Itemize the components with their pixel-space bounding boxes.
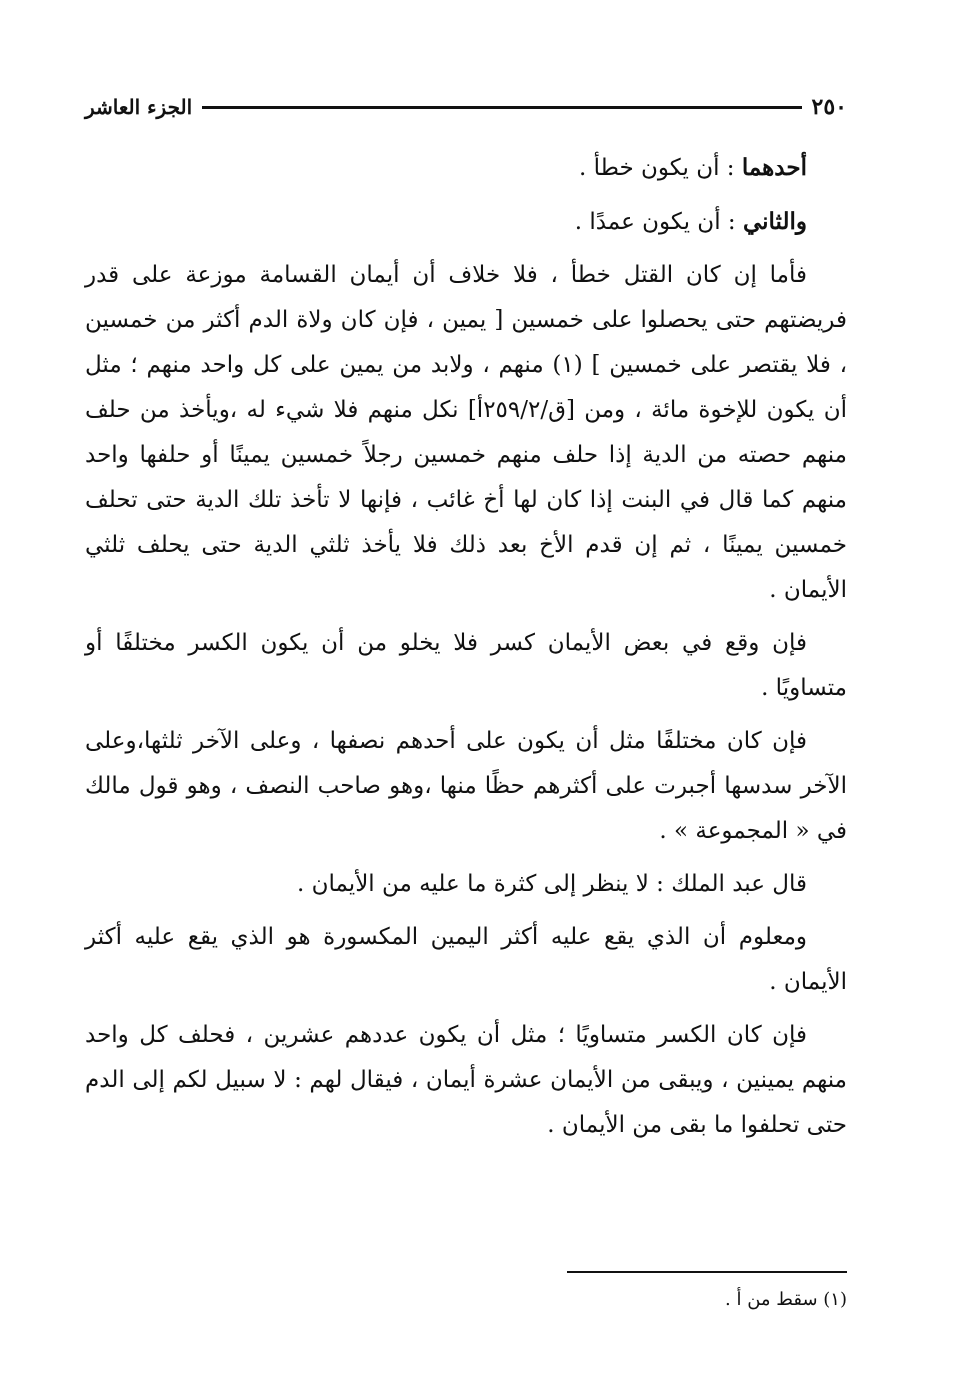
footnote: (١) سقط من أ . bbox=[725, 1289, 847, 1310]
running-title: الجزء العاشر bbox=[85, 95, 193, 119]
paragraph: ومعلوم أن الذي يقع عليه أكثر اليمين المكسورة هو الذي يقع عليه أكثر الأيمان . bbox=[85, 924, 847, 995]
item-text: : أن يكون خطأ . bbox=[579, 155, 742, 181]
paragraph: فإن كان الكسر متساويًا ؛ مثل أن يكون عددهم عشرين ، فحلف كل واحد منهم يمينين ، ويبقى من الأيمان عشرة أيمان ، فيقال لهم : لا سبيل لكم إلى الدم حتى تحلفوا ما بقى من الأيمان . bbox=[85, 1022, 847, 1138]
list-item bbox=[85, 145, 847, 191]
item-term: أحدهما bbox=[741, 154, 807, 181]
list-item bbox=[85, 199, 847, 245]
item-text: : أن يكون عمدًا . bbox=[574, 209, 743, 235]
paragraph: فأما إن كان القتل خطأ ، فلا خلاف أن أيمان القسامة موزعة على قدر فريضتهم حتى يحصلوا على خمسين [ يمين ، فإن كان ولاة الدم أكثر من خمسين ، فلا يقتصر على خمسين ] (١) منهم ، ولابد من يمين على كل واحد منهم ؛ مثل أن يكون للإخوة مائة ، ومن [ق/٢٥٩/٢أ] نكل منهم فلا شيء له ،ويأخذ من حلف منهم حصته من الدية إذا حلف منهم خمسين رجلاً خمسين يمينًا أو حلفها واحد منهم كما قال في البنت إذا كان لها أخ غائب ، فإنها لا تأخذ تلك الدية حتى تحلف خمسين يمينًا ، ثم إن قدم الأخ بعد ذلك فلا يأخذ ثلثي الدية حتى يحلف ثلثي الأيمان . bbox=[85, 262, 848, 603]
paragraph: فإن كان مختلفًا مثل أن يكون على أحدهم نصفها ، وعلى الآخر ثلثها،وعلى الآخر سدسها أجبرت على أكثرهم حظًا منها ،وهو صاحب النصف ، وهو قول مالك في « المجموعة » . bbox=[85, 728, 847, 844]
page-header bbox=[85, 92, 847, 122]
paragraph: قال عبد الملك : لا ينظر إلى كثرة ما عليه من الأيمان . bbox=[296, 871, 807, 897]
header-rule bbox=[202, 106, 801, 109]
item-term: والثاني bbox=[742, 208, 807, 235]
footnote-rule bbox=[567, 1271, 847, 1273]
body-text bbox=[85, 145, 847, 1156]
paragraph: فإن وقع في بعض الأيمان كسر فلا يخلو من أن يكون الكسر مختلفًا أو متساويًا . bbox=[85, 630, 847, 701]
page-number: ٢٥٠ bbox=[811, 94, 847, 120]
